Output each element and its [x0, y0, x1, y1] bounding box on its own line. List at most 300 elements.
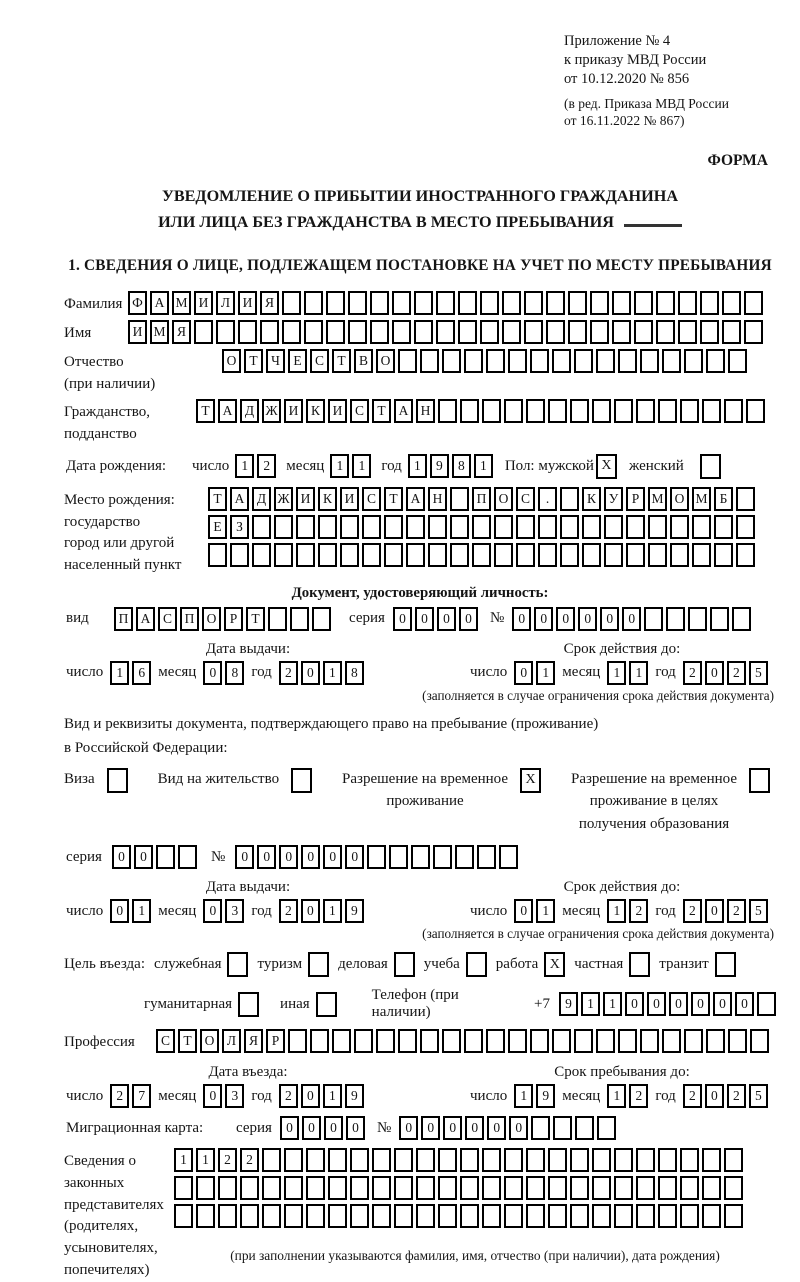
char-cell[interactable]: [626, 515, 645, 539]
char-cell[interactable]: [372, 1148, 391, 1172]
char-cell[interactable]: [574, 349, 593, 373]
char-cell[interactable]: 9: [559, 992, 578, 1016]
char-cell[interactable]: [284, 1204, 303, 1228]
char-cell[interactable]: [348, 291, 367, 315]
char-cell[interactable]: С: [158, 607, 177, 631]
char-cell[interactable]: [482, 1148, 501, 1172]
char-cell[interactable]: 0: [691, 992, 710, 1016]
char-cell[interactable]: 3: [225, 1084, 244, 1108]
char-cell[interactable]: [516, 543, 535, 567]
char-cell[interactable]: [728, 349, 747, 373]
char-cell[interactable]: [530, 1029, 549, 1053]
char-cell[interactable]: [350, 1176, 369, 1200]
char-cell[interactable]: С: [362, 487, 381, 511]
char-cell[interactable]: [700, 291, 719, 315]
char-cell[interactable]: [458, 291, 477, 315]
char-cell[interactable]: [744, 320, 763, 344]
char-cell[interactable]: [394, 1204, 413, 1228]
char-cell[interactable]: [538, 515, 557, 539]
char-cell[interactable]: К: [318, 487, 337, 511]
char-cell[interactable]: [508, 349, 527, 373]
char-cell[interactable]: [560, 515, 579, 539]
char-cell[interactable]: [548, 1204, 567, 1228]
char-cell[interactable]: А: [406, 487, 425, 511]
char-cell[interactable]: 1: [581, 992, 600, 1016]
char-cell[interactable]: Т: [372, 399, 391, 423]
char-cell[interactable]: [524, 291, 543, 315]
char-cell[interactable]: [592, 1204, 611, 1228]
char-cell[interactable]: О: [376, 349, 395, 373]
char-cell[interactable]: 0: [134, 845, 153, 869]
char-cell[interactable]: Е: [288, 349, 307, 373]
char-cell[interactable]: 6: [132, 661, 151, 685]
char-cell[interactable]: [194, 320, 213, 344]
char-cell[interactable]: 0: [514, 661, 533, 685]
char-cell[interactable]: Ф: [128, 291, 147, 315]
char-cell[interactable]: Ж: [274, 487, 293, 511]
char-cell[interactable]: [398, 1029, 417, 1053]
char-cell[interactable]: Ж: [262, 399, 281, 423]
char-cell[interactable]: Д: [240, 399, 259, 423]
char-cell[interactable]: 1: [607, 1084, 626, 1108]
char-cell[interactable]: [560, 487, 579, 511]
char-cell[interactable]: [450, 543, 469, 567]
char-cell[interactable]: 0: [556, 607, 575, 631]
char-cell[interactable]: 0: [459, 607, 478, 631]
char-cell[interactable]: [750, 1029, 769, 1053]
char-cell[interactable]: [706, 1029, 725, 1053]
char-cell[interactable]: 0: [280, 1116, 299, 1140]
char-cell[interactable]: [688, 607, 707, 631]
char-cell[interactable]: 2: [257, 454, 276, 478]
char-cell[interactable]: [482, 1204, 501, 1228]
char-cell[interactable]: [486, 1029, 505, 1053]
char-cell[interactable]: [482, 1176, 501, 1200]
humanitarian-checkbox[interactable]: [238, 992, 259, 1017]
char-cell[interactable]: 2: [629, 1084, 648, 1108]
char-cell[interactable]: [546, 291, 565, 315]
char-cell[interactable]: [678, 320, 697, 344]
char-cell[interactable]: [268, 607, 287, 631]
char-cell[interactable]: [460, 1148, 479, 1172]
char-cell[interactable]: [596, 349, 615, 373]
char-cell[interactable]: 1: [235, 454, 254, 478]
char-cell[interactable]: С: [350, 399, 369, 423]
char-cell[interactable]: [438, 1204, 457, 1228]
char-cell[interactable]: [626, 543, 645, 567]
char-cell[interactable]: [394, 1148, 413, 1172]
char-cell[interactable]: [526, 1204, 545, 1228]
char-cell[interactable]: [614, 1176, 633, 1200]
char-cell[interactable]: [702, 1148, 721, 1172]
char-cell[interactable]: [252, 515, 271, 539]
char-cell[interactable]: [570, 1204, 589, 1228]
char-cell[interactable]: [680, 1148, 699, 1172]
char-cell[interactable]: [700, 320, 719, 344]
char-cell[interactable]: 1: [323, 899, 342, 923]
char-cell[interactable]: 9: [345, 1084, 364, 1108]
char-cell[interactable]: 1: [352, 454, 371, 478]
char-cell[interactable]: [597, 1116, 616, 1140]
char-cell[interactable]: [306, 1148, 325, 1172]
char-cell[interactable]: [592, 1176, 611, 1200]
char-cell[interactable]: [494, 515, 513, 539]
char-cell[interactable]: 1: [474, 454, 493, 478]
char-cell[interactable]: [648, 543, 667, 567]
char-cell[interactable]: П: [472, 487, 491, 511]
char-cell[interactable]: Р: [224, 607, 243, 631]
char-cell[interactable]: [575, 1116, 594, 1140]
char-cell[interactable]: 0: [735, 992, 754, 1016]
char-cell[interactable]: 0: [301, 845, 320, 869]
char-cell[interactable]: И: [340, 487, 359, 511]
char-cell[interactable]: 0: [512, 607, 531, 631]
char-cell[interactable]: [482, 399, 501, 423]
char-cell[interactable]: А: [136, 607, 155, 631]
char-cell[interactable]: 5: [749, 661, 768, 685]
char-cell[interactable]: [238, 320, 257, 344]
char-cell[interactable]: [692, 515, 711, 539]
char-cell[interactable]: [706, 349, 725, 373]
char-cell[interactable]: [406, 543, 425, 567]
char-cell[interactable]: [326, 320, 345, 344]
char-cell[interactable]: [494, 543, 513, 567]
char-cell[interactable]: 2: [279, 1084, 298, 1108]
char-cell[interactable]: [560, 543, 579, 567]
char-cell[interactable]: 0: [393, 607, 412, 631]
char-cell[interactable]: [680, 1204, 699, 1228]
char-cell[interactable]: [508, 1029, 527, 1053]
char-cell[interactable]: [376, 1029, 395, 1053]
char-cell[interactable]: А: [394, 399, 413, 423]
char-cell[interactable]: [178, 845, 197, 869]
char-cell[interactable]: [438, 1148, 457, 1172]
char-cell[interactable]: [282, 320, 301, 344]
char-cell[interactable]: [724, 1204, 743, 1228]
char-cell[interactable]: [288, 1029, 307, 1053]
char-cell[interactable]: 1: [514, 1084, 533, 1108]
char-cell[interactable]: [304, 320, 323, 344]
char-cell[interactable]: С: [310, 349, 329, 373]
char-cell[interactable]: [582, 543, 601, 567]
char-cell[interactable]: 0: [713, 992, 732, 1016]
char-cell[interactable]: [460, 1176, 479, 1200]
char-cell[interactable]: 1: [132, 899, 151, 923]
char-cell[interactable]: И: [284, 399, 303, 423]
char-cell[interactable]: 1: [603, 992, 622, 1016]
char-cell[interactable]: [670, 543, 689, 567]
char-cell[interactable]: [350, 1204, 369, 1228]
char-cell[interactable]: [428, 515, 447, 539]
char-cell[interactable]: [340, 543, 359, 567]
char-cell[interactable]: О: [494, 487, 513, 511]
char-cell[interactable]: [348, 320, 367, 344]
char-cell[interactable]: 1: [607, 899, 626, 923]
char-cell[interactable]: [634, 320, 653, 344]
char-cell[interactable]: 1: [408, 454, 427, 478]
char-cell[interactable]: [692, 543, 711, 567]
char-cell[interactable]: Р: [626, 487, 645, 511]
char-cell[interactable]: [702, 1176, 721, 1200]
char-cell[interactable]: [644, 607, 663, 631]
char-cell[interactable]: [438, 1176, 457, 1200]
char-cell[interactable]: [318, 515, 337, 539]
private-checkbox[interactable]: [629, 952, 650, 977]
char-cell[interactable]: [414, 291, 433, 315]
char-cell[interactable]: [428, 543, 447, 567]
char-cell[interactable]: [436, 291, 455, 315]
char-cell[interactable]: [614, 1204, 633, 1228]
char-cell[interactable]: [216, 320, 235, 344]
char-cell[interactable]: 0: [323, 845, 342, 869]
char-cell[interactable]: Б: [714, 487, 733, 511]
char-cell[interactable]: 0: [345, 845, 364, 869]
char-cell[interactable]: Я: [172, 320, 191, 344]
char-cell[interactable]: 2: [240, 1148, 259, 1172]
char-cell[interactable]: [156, 845, 175, 869]
char-cell[interactable]: [636, 1204, 655, 1228]
char-cell[interactable]: 0: [203, 899, 222, 923]
char-cell[interactable]: [618, 349, 637, 373]
char-cell[interactable]: [526, 399, 545, 423]
char-cell[interactable]: [370, 320, 389, 344]
char-cell[interactable]: Е: [208, 515, 227, 539]
char-cell[interactable]: К: [306, 399, 325, 423]
char-cell[interactable]: [746, 399, 765, 423]
char-cell[interactable]: [612, 291, 631, 315]
char-cell[interactable]: [442, 1029, 461, 1053]
char-cell[interactable]: [328, 1204, 347, 1228]
char-cell[interactable]: 0: [110, 899, 129, 923]
char-cell[interactable]: [568, 320, 587, 344]
char-cell[interactable]: 9: [345, 899, 364, 923]
char-cell[interactable]: [662, 1029, 681, 1053]
char-cell[interactable]: [614, 399, 633, 423]
char-cell[interactable]: [531, 1116, 550, 1140]
char-cell[interactable]: [553, 1116, 572, 1140]
char-cell[interactable]: Т: [246, 607, 265, 631]
char-cell[interactable]: [736, 543, 755, 567]
char-cell[interactable]: [460, 399, 479, 423]
study-checkbox[interactable]: [466, 952, 487, 977]
visa-checkbox[interactable]: [107, 768, 128, 793]
char-cell[interactable]: С: [516, 487, 535, 511]
char-cell[interactable]: [350, 1148, 369, 1172]
char-cell[interactable]: 2: [727, 661, 746, 685]
char-cell[interactable]: [306, 1176, 325, 1200]
char-cell[interactable]: [480, 291, 499, 315]
char-cell[interactable]: 9: [430, 454, 449, 478]
char-cell[interactable]: [656, 291, 675, 315]
char-cell[interactable]: [570, 399, 589, 423]
char-cell[interactable]: Т: [196, 399, 215, 423]
char-cell[interactable]: 1: [607, 661, 626, 685]
char-cell[interactable]: 0: [578, 607, 597, 631]
char-cell[interactable]: 0: [112, 845, 131, 869]
char-cell[interactable]: О: [200, 1029, 219, 1053]
char-cell[interactable]: [312, 607, 331, 631]
char-cell[interactable]: 1: [196, 1148, 215, 1172]
char-cell[interactable]: А: [150, 291, 169, 315]
char-cell[interactable]: Т: [384, 487, 403, 511]
char-cell[interactable]: 2: [629, 899, 648, 923]
char-cell[interactable]: [414, 320, 433, 344]
char-cell[interactable]: [262, 1148, 281, 1172]
char-cell[interactable]: [614, 1148, 633, 1172]
char-cell[interactable]: [658, 399, 677, 423]
char-cell[interactable]: [524, 320, 543, 344]
char-cell[interactable]: [318, 543, 337, 567]
char-cell[interactable]: 0: [647, 992, 666, 1016]
char-cell[interactable]: 2: [683, 661, 702, 685]
char-cell[interactable]: 2: [279, 661, 298, 685]
char-cell[interactable]: [477, 845, 496, 869]
char-cell[interactable]: Д: [252, 487, 271, 511]
char-cell[interactable]: [604, 515, 623, 539]
char-cell[interactable]: [240, 1204, 259, 1228]
char-cell[interactable]: [548, 1148, 567, 1172]
char-cell[interactable]: [724, 1176, 743, 1200]
char-cell[interactable]: [260, 320, 279, 344]
char-cell[interactable]: И: [238, 291, 257, 315]
char-cell[interactable]: 1: [174, 1148, 193, 1172]
char-cell[interactable]: [648, 515, 667, 539]
char-cell[interactable]: [486, 349, 505, 373]
char-cell[interactable]: [744, 291, 763, 315]
char-cell[interactable]: [306, 1204, 325, 1228]
char-cell[interactable]: [328, 1148, 347, 1172]
char-cell[interactable]: 0: [437, 607, 456, 631]
char-cell[interactable]: Ч: [266, 349, 285, 373]
char-cell[interactable]: [362, 543, 381, 567]
char-cell[interactable]: [274, 515, 293, 539]
char-cell[interactable]: [464, 1029, 483, 1053]
char-cell[interactable]: [548, 1176, 567, 1200]
char-cell[interactable]: [262, 1204, 281, 1228]
char-cell[interactable]: [411, 845, 430, 869]
char-cell[interactable]: [458, 320, 477, 344]
char-cell[interactable]: 5: [749, 1084, 768, 1108]
char-cell[interactable]: [328, 1176, 347, 1200]
char-cell[interactable]: [732, 607, 751, 631]
char-cell[interactable]: И: [296, 487, 315, 511]
char-cell[interactable]: [678, 291, 697, 315]
char-cell[interactable]: [640, 349, 659, 373]
char-cell[interactable]: 7: [132, 1084, 151, 1108]
business-checkbox[interactable]: [394, 952, 415, 977]
char-cell[interactable]: [420, 1029, 439, 1053]
char-cell[interactable]: [728, 1029, 747, 1053]
char-cell[interactable]: [590, 320, 609, 344]
char-cell[interactable]: А: [218, 399, 237, 423]
char-cell[interactable]: 2: [727, 899, 746, 923]
char-cell[interactable]: [530, 349, 549, 373]
char-cell[interactable]: [604, 543, 623, 567]
char-cell[interactable]: 0: [705, 661, 724, 685]
char-cell[interactable]: [684, 1029, 703, 1053]
sex-female-checkbox[interactable]: [700, 454, 721, 479]
char-cell[interactable]: [724, 399, 743, 423]
char-cell[interactable]: 3: [225, 899, 244, 923]
char-cell[interactable]: [702, 1204, 721, 1228]
char-cell[interactable]: [416, 1204, 435, 1228]
char-cell[interactable]: [640, 1029, 659, 1053]
char-cell[interactable]: [384, 515, 403, 539]
char-cell[interactable]: Т: [332, 349, 351, 373]
char-cell[interactable]: [284, 1176, 303, 1200]
char-cell[interactable]: 0: [443, 1116, 462, 1140]
char-cell[interactable]: [436, 320, 455, 344]
char-cell[interactable]: 0: [399, 1116, 418, 1140]
char-cell[interactable]: 2: [683, 1084, 702, 1108]
char-cell[interactable]: [354, 1029, 373, 1053]
char-cell[interactable]: [398, 349, 417, 373]
char-cell[interactable]: 0: [622, 607, 641, 631]
char-cell[interactable]: [174, 1204, 193, 1228]
char-cell[interactable]: [504, 399, 523, 423]
char-cell[interactable]: Н: [416, 399, 435, 423]
char-cell[interactable]: [680, 399, 699, 423]
char-cell[interactable]: [722, 320, 741, 344]
char-cell[interactable]: [636, 1176, 655, 1200]
char-cell[interactable]: [394, 1176, 413, 1200]
char-cell[interactable]: 0: [600, 607, 619, 631]
char-cell[interactable]: 1: [330, 454, 349, 478]
char-cell[interactable]: Н: [428, 487, 447, 511]
char-cell[interactable]: 0: [534, 607, 553, 631]
char-cell[interactable]: [296, 515, 315, 539]
char-cell[interactable]: [433, 845, 452, 869]
char-cell[interactable]: 1: [110, 661, 129, 685]
char-cell[interactable]: [455, 845, 474, 869]
char-cell[interactable]: И: [128, 320, 147, 344]
char-cell[interactable]: [552, 349, 571, 373]
char-cell[interactable]: М: [648, 487, 667, 511]
char-cell[interactable]: [464, 349, 483, 373]
char-cell[interactable]: 0: [346, 1116, 365, 1140]
char-cell[interactable]: [552, 1029, 571, 1053]
char-cell[interactable]: 8: [345, 661, 364, 685]
char-cell[interactable]: [392, 320, 411, 344]
char-cell[interactable]: 0: [257, 845, 276, 869]
char-cell[interactable]: [504, 1204, 523, 1228]
char-cell[interactable]: 0: [421, 1116, 440, 1140]
char-cell[interactable]: [582, 515, 601, 539]
char-cell[interactable]: [666, 607, 685, 631]
char-cell[interactable]: Л: [216, 291, 235, 315]
char-cell[interactable]: [460, 1204, 479, 1228]
char-cell[interactable]: [420, 349, 439, 373]
char-cell[interactable]: [636, 1148, 655, 1172]
char-cell[interactable]: [326, 291, 345, 315]
char-cell[interactable]: [230, 543, 249, 567]
char-cell[interactable]: [472, 543, 491, 567]
other-checkbox[interactable]: [316, 992, 337, 1017]
char-cell[interactable]: [662, 349, 681, 373]
char-cell[interactable]: [480, 320, 499, 344]
char-cell[interactable]: Т: [244, 349, 263, 373]
char-cell[interactable]: [680, 1176, 699, 1200]
char-cell[interactable]: [574, 1029, 593, 1053]
char-cell[interactable]: Т: [208, 487, 227, 511]
char-cell[interactable]: 2: [110, 1084, 129, 1108]
char-cell[interactable]: 1: [536, 661, 555, 685]
char-cell[interactable]: 0: [235, 845, 254, 869]
char-cell[interactable]: 1: [323, 1084, 342, 1108]
char-cell[interactable]: [714, 515, 733, 539]
char-cell[interactable]: [538, 543, 557, 567]
char-cell[interactable]: А: [230, 487, 249, 511]
